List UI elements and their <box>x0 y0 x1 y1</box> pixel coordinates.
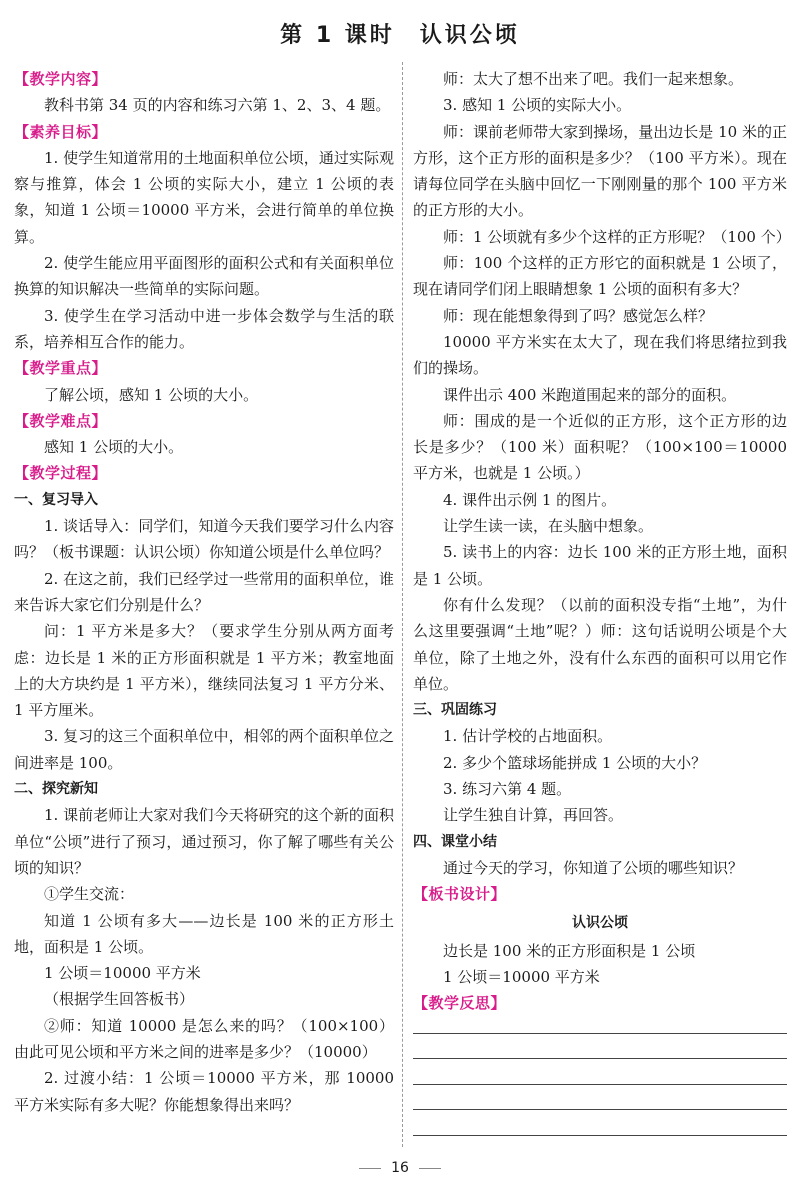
paragraph: 你有什么发现？（以前的面积没专指“土地”，为什么这里要强调“土地”呢？）师：这句话说明公顷是个大单位，除了土地之外，没有什么东西的面积可以用它作单位。 <box>413 595 787 693</box>
heading-key-point: 【教学重点】 <box>14 359 108 378</box>
paragraph: 2. 使学生能应用平面图形的面积公式和有关面积单位换算的知识解决一些简单的实际问题。 <box>14 254 394 299</box>
writing-line[interactable] <box>413 1109 787 1110</box>
section-heading: 二、探究新知 <box>14 781 98 798</box>
board-line: 1 公顷＝10000 平方米 <box>443 968 600 987</box>
page-footer <box>0 1160 800 1176</box>
paragraph: 2. 在这之前，我们已经学过一些常用的面积单位，谁来告诉大家它们分别是什么？ <box>14 569 394 614</box>
paragraph: 师：课前老师带大家到操场，量出边长是 10 米的正方形，这个正方形的面积是多少？（100 平方米）。现在请每位同学在头脑中回忆一下刚刚量的那个 100 平方米的正方形的大小。 <box>413 122 787 220</box>
paragraph: 1. 谈话导入：同学们，知道今天我们要学习什么内容吗？（板书课题：认识公顷）你知道公顷是什么单位吗？ <box>14 517 394 562</box>
paragraph: 让学生独自计算，再回答。 <box>443 806 624 825</box>
page-title: 第 1 课时 认识公顷 <box>280 23 520 48</box>
footer-dash <box>419 1168 441 1169</box>
paragraph: 2. 过渡小结：1 公顷＝10000 平方米，那 10000 平方米实际有多大呢？你能想象得出来吗？ <box>14 1069 394 1114</box>
paragraph: 课件出示 400 米跑道围起来的部分的面积。 <box>443 385 737 404</box>
paragraph: 了解公顷，感知 1 公顷的大小。 <box>44 385 259 404</box>
writing-line[interactable] <box>413 1033 787 1034</box>
page-number: 16 <box>391 1160 409 1176</box>
paragraph: 师：1 公顷就有多少个这样的正方形呢？（100 个） <box>443 227 791 246</box>
paragraph: 通过今天的学习，你知道了公顷的哪些知识？ <box>443 858 744 877</box>
paragraph: 1. 估计学校的占地面积。 <box>443 727 613 746</box>
writing-line[interactable] <box>413 1058 787 1059</box>
paragraph: 问：1 平方米是多大？（要求学生分别从两方面考虑：边长是 1 米的正方形面积就是 1 平方米；教室地面上的大方块约是 1 平方米），继续同法复习 1 平方分米、1 平方厘米。 <box>14 622 394 720</box>
writing-line[interactable] <box>413 1135 787 1136</box>
heading-board-design: 【板书设计】 <box>413 885 507 904</box>
paragraph: 2. 多少个篮球场能拼成 1 公顷的大小？ <box>443 753 707 772</box>
paragraph: 师：100 个这样的正方形它的面积就是 1 公顷了，现在请同学们闭上眼睛想象 1 公顷的面积有多大？ <box>413 254 787 299</box>
paragraph: 1 公顷＝10000 平方米 <box>44 964 201 983</box>
column-divider <box>402 62 403 1147</box>
board-title: 认识公顷 <box>572 914 628 931</box>
heading-teaching-content: 【教学内容】 <box>14 70 108 88</box>
paragraph: （根据学生回答板书） <box>44 990 195 1009</box>
heading-reflection: 【教学反思】 <box>413 994 507 1013</box>
paragraph: 让学生读一读，在头脑中想象。 <box>443 517 654 536</box>
paragraph: 师：太大了想不出来了吧。我们一起来想象。 <box>443 70 744 88</box>
paragraph: 师：围成的是一个近似的正方形，这个正方形的边长是多少？（100 米）面积呢？（100×100＝10000 平方米，也就是 1 公顷。） <box>413 411 787 483</box>
paragraph: 师：现在能想象得到了吗？感觉怎么样？ <box>443 306 714 325</box>
paragraph: ①学生交流： <box>44 885 135 904</box>
paragraph: 4. 课件出示例 1 的图片。 <box>443 490 617 509</box>
section-heading: 四、课堂小结 <box>413 833 497 850</box>
left-column <box>14 66 394 1118</box>
paragraph: 1. 使学生知道常用的土地面积单位公顷，通过实际观察与推算，体会 1 公顷的实际大小，建立 1 公顷的表象，知道 1 公顷＝10000 平方米，会进行简单的单位换算。 <box>14 148 394 246</box>
writing-line[interactable] <box>413 1084 787 1085</box>
paragraph: 教科书第 34 页的内容和练习六第 1、2、3、4 题。 <box>44 96 391 115</box>
heading-difficulty: 【教学难点】 <box>14 411 108 430</box>
paragraph: 3. 感知 1 公顷的实际大小。 <box>443 96 632 115</box>
heading-goals: 【素养目标】 <box>14 122 108 141</box>
paragraph: 3. 复习的这三个面积单位中，相邻的两个面积单位之间进率是 100。 <box>14 727 394 772</box>
paragraph: ②师：知道 10000 是怎么来的吗？（100×100）由此可见公顷和平方米之间的进率是多少？（10000） <box>14 1016 394 1061</box>
paragraph: 3. 练习六第 4 题。 <box>443 780 572 799</box>
board-line: 边长是 100 米的正方形面积是 1 公顷 <box>443 941 696 960</box>
paragraph: 3. 使学生在学习活动中进一步体会数学与生活的联系，培养相互合作的能力。 <box>14 306 394 351</box>
heading-process: 【教学过程】 <box>14 464 108 483</box>
paragraph: 10000 平方米实在太大了，现在我们将思绪拉到我们的操场。 <box>413 332 787 378</box>
reflection-lines <box>413 1033 787 1136</box>
paragraph: 5. 读书上的内容：边长 100 米的正方形土地，面积是 1 公顷。 <box>413 543 787 588</box>
right-column <box>413 66 791 1160</box>
footer-dash <box>359 1168 381 1169</box>
paragraph: 1. 课前老师让大家对我们今天将研究的这个新的面积单位“公顷”进行了预习，通过预习，你了解了哪些有关公顷的知识？ <box>14 806 394 877</box>
section-heading: 三、巩固练习 <box>413 702 497 719</box>
section-heading: 一、复习导入 <box>14 491 98 508</box>
paragraph: 感知 1 公顷的大小。 <box>44 438 184 457</box>
paragraph: 知道 1 公顷有多大——边长是 100 米的正方形土地，面积是 1 公顷。 <box>14 911 394 956</box>
